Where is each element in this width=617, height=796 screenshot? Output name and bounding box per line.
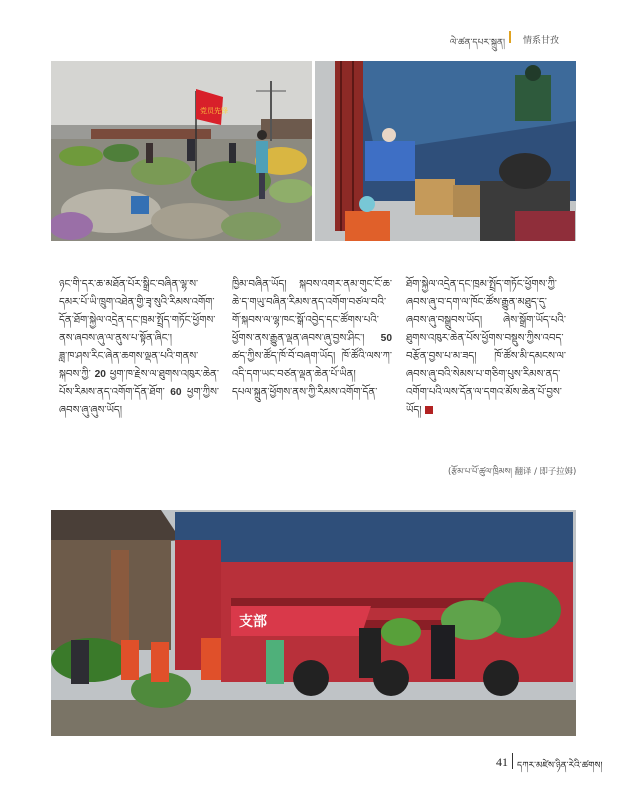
paragraph: ཐོག་སྐྱེལ་འདྲེན་དང་ཁྲམ་སྤྲོད་གཏོང་ཕྱོགས་ཀྱི་ཞབས་ཞུ་བ་དག་ལ་ཁོང་ཚོས་རྒྱུན་མཐུད་དུ་ཞབས་ཞུ་བསྒྲུབས་ཡོད། ཞེས་སྒྲོག་ཡོད་པའི་ཐུགས་འཁུར་ཆེན་པོས་ཕྱོགས་བསྡུས་ཀྱིས་འབད་བརྩོན་བྱས་པ་མ་ཟད། ཁོ་ཚོས་མི་དམངས་ལ་ཞབས་ཞུ་བའི་སེམས་པ་གཅིག་པུས་རིམས་ནད་འགོག་པའི་ལས་དོན་ལ་དགའ་མོས་ཆེན་པོ་བྱས་ཡོད། <box>406 279 566 416</box>
text-column-2 <box>232 276 392 402</box>
page-number: 41 <box>496 755 508 769</box>
magazine-title: དཀར་མཛེས་ཉིན་རེའི་ཚགས། <box>517 761 603 771</box>
paragraph: ཟླ་ཁ་ཤས་རིང་ཞེན་ཆགས་ལྡན་པའི་གནས་སྐབས་ཀྱི་ 20 ཕྱག་ཁ་རྗེས་ལ་ཐུགས་འཁུར་ཆེན་པོས་རིམས་ནད་འགོག་དོན་ཐོག་ 60 ཕྱག་ཀྱིས་ཞབས་ཞུ་ཞུས་ཡོད། <box>59 351 219 416</box>
paragraph: ཁྱིམ་བཞིན་ཡོད། སྐབས་འགར་ནམ་གུང་ངོ་ཆ་ཆེ་ད་གཡུ་བཞིན་རིམས་ནད་འགོག་བཙལ་བའི་གོ་སྐབས་ལ་ལྷ་ཁང་སྒོ་འབྱེད་དང་ཚོགས་པའི་ཕྱོགས་ནས་རྒྱུན་ལྡན་ཞབས་ཞུ་བྱས་ཤིང་། 50 ཚད་ཀྱིས་ཚོད་ཁོ་བོ་བཞག་ཡོད། ཁོ་ཚོའི་ལས་ཀ་འདི་དག་ཡང་བཙན་ལྡན་ཆེན་པོ་ཡིན། <box>232 279 392 380</box>
text-column-3 <box>406 276 566 420</box>
number-value: 60 <box>170 387 182 398</box>
header-section-chinese: 情系甘孜 <box>522 36 559 46</box>
truck-banner-text: 支部 <box>239 614 267 630</box>
end-mark-icon <box>425 406 433 414</box>
paragraph: དཔལ་སྐྲུན་ཕྱོགས་ནས་ཀྱི་རིམས་འགོག་དོན་ <box>232 387 378 398</box>
author-credit: (རྩོམ་པ་པོ་ཚུལ་ཁྲིམས། 翻译 / 即子拉姆) <box>448 466 577 476</box>
footer-separator <box>512 753 513 769</box>
text-column-1 <box>59 276 219 420</box>
header-section-tibetan: ལེ་ཚན་དཔར་སྐྲུན། <box>449 38 505 48</box>
number-value: 50 <box>380 333 392 344</box>
header-separator <box>509 31 511 43</box>
flag-text: 党员先锋 <box>200 107 228 115</box>
number-value: 20 <box>94 369 106 380</box>
photo-top-right <box>315 61 576 241</box>
photo-bottom <box>51 510 576 736</box>
photo-top-left <box>51 61 312 241</box>
paragraph: ཉང་གི་དར་ཆ་མཐོན་པོར་སྒྲིང་བཞིན་ལྷ་ས་དམར་པོ་ཡི་ཁྲུག་འཐེན་གྱི་ཟྭ་སུའི་རིམས་འགོག་དོན་ཐོག་སྐྱེལ་འདྲེན་དང་ཁྲམ་སྤྲོད་གཏོང་ཕྱོགས་ནས་ཞབས་ཞུ་ལ་ནུས་པ་སྟོན་ཞིང་། <box>59 279 216 344</box>
